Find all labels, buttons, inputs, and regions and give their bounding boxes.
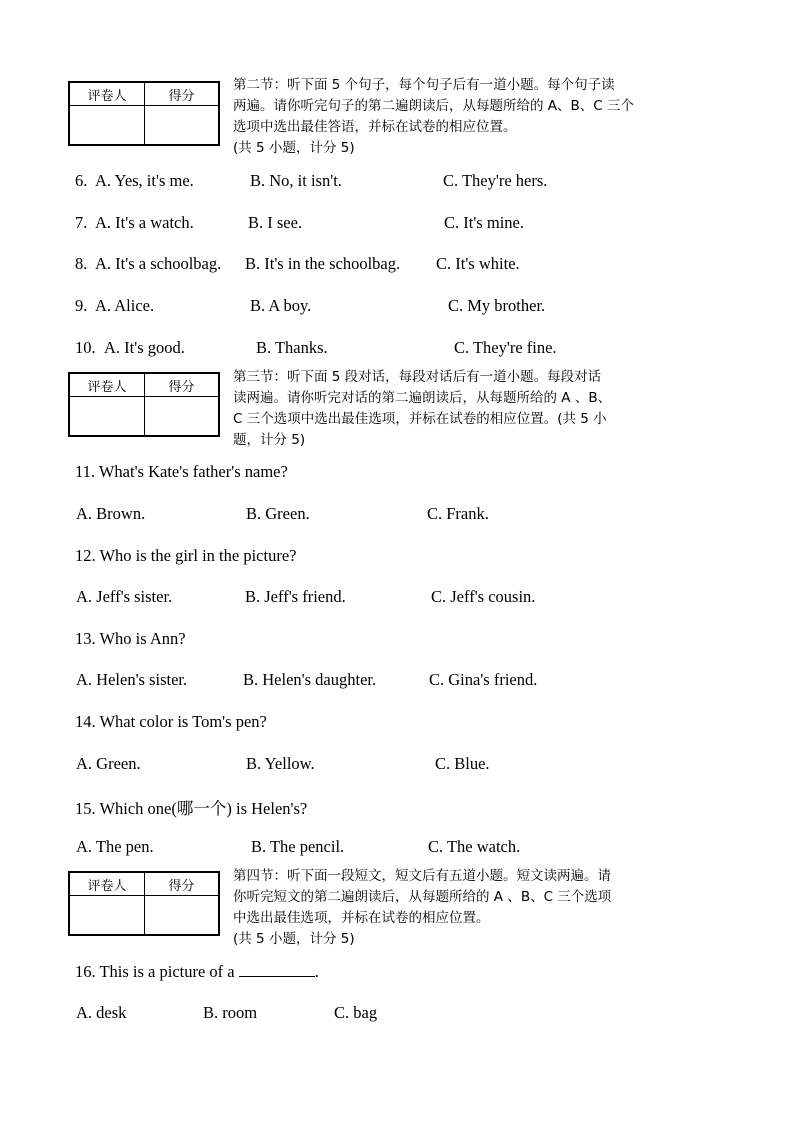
grader-cell[interactable] [69, 397, 145, 437]
option-a[interactable]: A. Alice. [95, 296, 155, 315]
option-c[interactable]: C. It's mine. [444, 213, 524, 232]
option-c[interactable]: C. Gina's friend. [429, 670, 538, 689]
score-cell[interactable] [145, 397, 220, 437]
option-b[interactable]: B. Green. [246, 504, 310, 523]
instr-line: 中选出最佳选项，并标在试卷的相应位置。 [233, 910, 490, 926]
question-number: 8. [75, 254, 88, 273]
option-a[interactable]: A. Yes, it's me. [95, 171, 194, 190]
grader-header: 评卷人 [69, 373, 145, 397]
option-b[interactable]: B. It's in the schoolbag. [245, 254, 401, 273]
score-header: 得分 [145, 872, 220, 896]
score-table-section2 [68, 81, 220, 146]
option-c[interactable]: C. They're hers. [443, 171, 548, 190]
section2-instructions [233, 75, 681, 159]
answer-blank[interactable] [239, 962, 315, 977]
option-a[interactable]: A. Jeff's sister. [76, 587, 173, 606]
option-a[interactable]: A. desk [76, 1003, 127, 1022]
option-c[interactable]: C. The watch. [428, 837, 521, 856]
question-number: 10. [75, 338, 96, 357]
score-table-section4 [68, 871, 220, 936]
option-c[interactable]: C. They're fine. [454, 338, 557, 357]
option-a[interactable]: A. Green. [76, 754, 141, 773]
option-b[interactable]: B. Yellow. [246, 754, 315, 773]
instr-line: (共 5 小题，计分 5) [233, 140, 355, 156]
question-number: 9. [75, 296, 88, 315]
question-text: 13. Who is Ann? [75, 629, 186, 648]
question-text: 12. Who is the girl in the picture? [75, 546, 297, 565]
option-c[interactable]: C. It's white. [436, 254, 520, 273]
grader-cell[interactable] [69, 106, 145, 146]
question-text: 14. What color is Tom's pen? [75, 712, 267, 731]
option-a[interactable]: A. Brown. [76, 504, 146, 523]
instr-line: 第四节：听下面一段短文，短文后有五道小题。短文读两遍。请 [233, 868, 611, 884]
instr-line: 选项中选出最佳答语，并标在试卷的相应位置。 [233, 119, 517, 135]
option-b[interactable]: B. The pencil. [251, 837, 345, 856]
question-number: 7. [75, 213, 88, 232]
option-b[interactable]: B. room [203, 1003, 258, 1022]
instr-line: 读两遍。请你听完对话的第二遍朗读后，从每题所给的 A 、B、 [233, 390, 612, 406]
option-c[interactable]: C. Frank. [427, 504, 489, 523]
score-cell[interactable] [145, 106, 220, 146]
option-a[interactable]: A. The pen. [76, 837, 154, 856]
option-c[interactable]: C. Jeff's cousin. [431, 587, 536, 606]
option-c[interactable]: C. Blue. [435, 754, 490, 773]
instr-line: 两遍。请你听完句子的第二遍朗读后，从每题所给的 A、B、C 三个 [233, 98, 635, 114]
question-text: 11. What's Kate's father's name? [75, 462, 288, 481]
instr-line: C 三个选项中选出最佳选项，并标在试卷的相应位置。(共 5 小 [233, 411, 607, 427]
option-a[interactable]: A. It's a watch. [95, 213, 194, 232]
question-end-punct: . [314, 962, 319, 981]
option-b[interactable]: B. Helen's daughter. [243, 670, 377, 689]
instr-line: (共 5 小题，计分 5) [233, 931, 355, 947]
question-text [75, 962, 319, 982]
score-header: 得分 [145, 82, 220, 106]
option-b[interactable]: B. No, it isn't. [250, 171, 342, 190]
score-cell[interactable] [145, 896, 220, 936]
score-header: 得分 [145, 373, 220, 397]
instr-line: 第二节：听下面 5 个句子，每个句子后有一道小题。每个句子读 [233, 77, 615, 93]
option-b[interactable]: B. Thanks. [256, 338, 328, 357]
option-b[interactable]: B. I see. [248, 213, 303, 232]
option-a[interactable]: A. It's a schoolbag. [95, 254, 222, 273]
score-table-section3 [68, 372, 220, 437]
instr-line: 第三节：听下面 5 段对话，每段对话后有一道小题。每段对话 [233, 369, 602, 385]
option-a[interactable]: A. It's good. [104, 338, 185, 357]
option-c[interactable]: C. bag [334, 1003, 378, 1022]
option-c[interactable]: C. My brother. [448, 296, 546, 315]
question-number: 6. [75, 171, 88, 190]
grader-header: 评卷人 [69, 872, 145, 896]
section3-instructions [233, 367, 681, 451]
instr-line: 你听完短文的第二遍朗读后，从每题所给的 A 、B、C 三个选项 [233, 889, 612, 905]
option-b[interactable]: B. A boy. [250, 296, 312, 315]
question-stem: 16. This is a picture of a [75, 962, 235, 981]
grader-cell[interactable] [69, 896, 145, 936]
option-a[interactable]: A. Helen's sister. [76, 670, 188, 689]
grader-header: 评卷人 [69, 82, 145, 106]
question-text: 15. Which one(哪一个) is Helen's? [75, 799, 308, 818]
instr-line: 题，计分 5) [233, 432, 306, 448]
section4-instructions [233, 866, 681, 950]
option-b[interactable]: B. Jeff's friend. [245, 587, 346, 606]
